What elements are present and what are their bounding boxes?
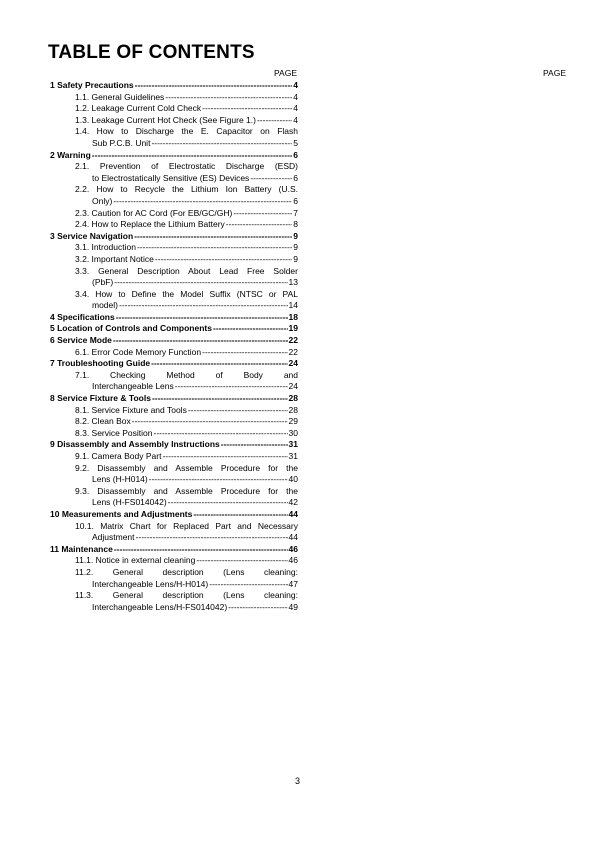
- toc-entry-page: 5: [293, 137, 298, 148]
- toc-section[interactable]: [50, 486, 298, 509]
- toc-entry-title-line: 7.1. Checking Method of Body and: [75, 369, 298, 380]
- dot-leader: [136, 532, 288, 544]
- dot-leader: [257, 115, 292, 127]
- toc-entry-page: 9: [293, 230, 298, 241]
- toc-entry-title: (PbF): [92, 277, 114, 288]
- page-column-header-left: PAGE: [274, 68, 297, 78]
- toc-entry-page: 13: [288, 277, 298, 288]
- toc-entry-title-line: 11.3. General description (Lens cleaning:: [75, 590, 298, 601]
- toc-entry-title: 1.1. General Guidelines: [75, 91, 165, 102]
- toc-section[interactable]: [50, 103, 298, 115]
- toc-entry-page: 46: [288, 543, 298, 554]
- toc-entry-title: 1.2. Leakage Current Cold Check: [75, 103, 202, 114]
- toc-section[interactable]: [50, 242, 298, 254]
- dot-leader: [213, 323, 288, 335]
- dot-leader: [116, 312, 288, 324]
- toc-entry-page: 44: [288, 508, 298, 519]
- dot-leader: [137, 242, 292, 254]
- dot-leader: [221, 439, 288, 451]
- toc-chapter[interactable]: [50, 231, 298, 243]
- dot-leader: [168, 497, 288, 509]
- toc-section[interactable]: [50, 555, 298, 567]
- toc-entry-page: 28: [288, 404, 298, 415]
- toc-chapter[interactable]: [50, 544, 298, 556]
- toc-entry-page: 24: [288, 381, 298, 392]
- dot-leader: [151, 358, 287, 370]
- toc-entry-page: 22: [288, 335, 298, 346]
- toc-section[interactable]: [50, 289, 298, 312]
- dot-leader: [113, 196, 292, 208]
- toc-chapter[interactable]: [50, 150, 298, 162]
- toc-section[interactable]: [50, 126, 298, 149]
- toc-entry-title-line: 2.2. How to Recycle the Lithium Ion Battery (U.S.: [75, 184, 298, 195]
- toc-entry-page: 49: [288, 601, 298, 612]
- toc-entry-page: 4: [293, 114, 298, 125]
- toc-chapter[interactable]: [50, 312, 298, 324]
- toc-entry-title: Interchangeable Lens: [92, 381, 174, 392]
- toc-entry-title: Only): [92, 195, 113, 206]
- toc-entry-page: 28: [288, 393, 298, 404]
- toc-entry-page: 7: [293, 207, 298, 218]
- toc-entry-page: 44: [288, 532, 298, 543]
- toc-entry-title: 11.1. Notice in external cleaning: [75, 555, 196, 566]
- toc-entry-title: 3 Service Navigation: [50, 230, 134, 241]
- toc-entry-title: 3.1. Introduction: [75, 242, 136, 253]
- toc-entry-title: 6.1. Error Code Memory Function: [75, 346, 202, 357]
- toc-entry-title-line: 10.1. Matrix Chart for Replaced Part and Necessary: [75, 520, 298, 531]
- toc-entry-title: model): [92, 300, 118, 311]
- toc-entry-page: 31: [288, 451, 298, 461]
- toc-entry-title: 1.3. Leakage Current Hot Check (See Figure 1.): [75, 114, 256, 125]
- toc-entry-title: 9.1. Camera Body Part: [75, 451, 162, 461]
- toc-entry-title-line: 9.2. Disassembly and Assemble Procedure for the: [75, 462, 298, 473]
- dot-leader: [202, 347, 287, 359]
- toc-section[interactable]: [50, 266, 298, 289]
- toc-entry-page: 40: [288, 474, 298, 485]
- dot-leader: [149, 474, 288, 486]
- toc-entry-page: 30: [288, 427, 298, 438]
- toc-entry-title: 10 Measurements and Adjustments: [50, 508, 193, 519]
- dot-leader: [153, 428, 287, 440]
- toc-chapter[interactable]: [50, 509, 298, 521]
- toc-entry-title-line: 3.4. How to Define the Model Suffix (NTSC or PAL: [75, 288, 298, 299]
- dot-leader: [162, 451, 287, 463]
- toc-chapter[interactable]: [50, 335, 298, 347]
- toc-entry-title: 2.4. How to Replace the Lithium Battery: [75, 219, 225, 230]
- toc-entry-page: 6: [293, 172, 298, 183]
- toc-section[interactable]: [50, 208, 298, 220]
- toc-entry-title-line: 9.3. Disassembly and Assemble Procedure for the: [75, 485, 298, 496]
- dot-leader: [114, 544, 288, 556]
- toc-section[interactable]: [50, 416, 298, 428]
- toc-section[interactable]: [50, 590, 298, 613]
- toc-entry-page: 29: [288, 416, 298, 427]
- dot-leader: [175, 381, 288, 393]
- toc-entry-page: 8: [293, 219, 298, 230]
- table-of-contents: [50, 80, 298, 613]
- dot-leader: [233, 208, 292, 220]
- toc-entry-title: Lens (H-H014): [92, 474, 148, 485]
- dot-leader: [134, 231, 292, 243]
- page-number: 3: [294, 776, 300, 786]
- toc-section[interactable]: [50, 161, 298, 184]
- toc-entry-page: 6: [293, 195, 298, 206]
- dot-leader: [226, 219, 292, 231]
- toc-entry-title: 8.3. Service Position: [75, 427, 153, 438]
- toc-section[interactable]: [50, 405, 298, 417]
- toc-entry-title: 7 Troubleshooting Guide: [50, 358, 151, 369]
- dot-leader: [92, 150, 292, 162]
- toc-chapter[interactable]: [50, 358, 298, 370]
- toc-section[interactable]: [50, 370, 298, 393]
- toc-entry-page: 6: [293, 149, 298, 160]
- toc-section[interactable]: [50, 184, 298, 207]
- dot-leader: [202, 103, 292, 115]
- toc-entry-title: 2 Warning: [50, 149, 91, 160]
- dot-leader: [188, 405, 288, 417]
- toc-section[interactable]: [50, 451, 298, 463]
- toc-entry-title: Interchangeable Lens/H-FS014042): [92, 601, 228, 612]
- dot-leader: [228, 602, 287, 614]
- toc-entry-page: 4: [293, 80, 298, 90]
- toc-entry-title: Lens (H-FS014042): [92, 497, 167, 508]
- dot-leader: [151, 138, 292, 150]
- toc-entry-title-line: 11.2. General description (Lens cleaning:: [75, 566, 298, 577]
- toc-entry-title: 6 Service Mode: [50, 335, 112, 346]
- toc-entry-page: 14: [288, 300, 298, 311]
- dot-leader: [113, 335, 288, 347]
- toc-entry-title-line: 3.3. General Description About Lead Free Solder: [75, 265, 298, 276]
- dot-leader: [155, 254, 292, 266]
- toc-section[interactable]: [50, 254, 298, 266]
- toc-entry-title: 8.1. Service Fixture and Tools: [75, 404, 187, 415]
- toc-chapter[interactable]: [50, 393, 298, 405]
- toc-entry-title-line: 2.1. Prevention of Electrostatic Discharge (ESD): [75, 161, 298, 172]
- toc-entry-page: 9: [293, 242, 298, 253]
- dot-leader: [209, 579, 287, 591]
- toc-section[interactable]: [50, 92, 298, 104]
- toc-entry-title: 1 Safety Precautions: [50, 80, 134, 90]
- toc-section[interactable]: [50, 428, 298, 440]
- toc-section[interactable]: [50, 567, 298, 590]
- toc-entry-page: 46: [288, 555, 298, 566]
- document-title: TABLE OF CONTENTS: [48, 42, 255, 63]
- toc-entry-page: 19: [288, 323, 298, 334]
- toc-entry-page: 18: [288, 311, 298, 322]
- toc-entry-page: 31: [288, 439, 298, 450]
- toc-entry-title: Interchangeable Lens/H-H014): [92, 578, 209, 589]
- toc-entry-title-line: 1.4. How to Discharge the E. Capacitor on Flash: [75, 126, 298, 137]
- toc-section[interactable]: [50, 521, 298, 544]
- dot-leader: [152, 393, 288, 405]
- toc-section[interactable]: [50, 115, 298, 127]
- toc-entry-title: 9 Disassembly and Assembly Instructions: [50, 439, 220, 450]
- toc-entry-title: Adjustment: [92, 532, 135, 543]
- toc-entry-title: 4 Specifications: [50, 311, 115, 322]
- toc-entry-page: 47: [288, 578, 298, 589]
- toc-section[interactable]: [50, 219, 298, 231]
- dot-leader: [196, 555, 287, 567]
- toc-entry-page: 24: [288, 358, 298, 369]
- page-column-header-right: PAGE: [543, 68, 566, 78]
- dot-leader: [165, 92, 292, 104]
- toc-entry-title: to Electrostatically Sensitive (ES) Devices: [92, 172, 250, 183]
- toc-chapter[interactable]: [50, 80, 298, 92]
- dot-leader: [193, 509, 287, 521]
- toc-entry-title: 8.2. Clean Box: [75, 416, 131, 427]
- toc-entry-page: 4: [293, 91, 298, 102]
- toc-entry-title: 2.3. Caution for AC Cord (For EB/GC/GH): [75, 207, 233, 218]
- dot-leader: [132, 416, 288, 428]
- toc-chapter[interactable]: [50, 439, 298, 451]
- dot-leader: [250, 173, 292, 185]
- toc-entry-title: 5 Location of Controls and Components: [50, 323, 212, 334]
- dot-leader: [135, 80, 293, 92]
- toc-chapter[interactable]: [50, 323, 298, 335]
- toc-entry-page: 4: [293, 103, 298, 114]
- toc-entry-page: 22: [288, 346, 298, 357]
- toc-section[interactable]: [50, 347, 298, 359]
- dot-leader: [114, 277, 287, 289]
- toc-entry-title: Sub P.C.B. Unit: [92, 137, 151, 148]
- toc-entry-title: 11 Maintenance: [50, 543, 113, 554]
- toc-section[interactable]: [50, 463, 298, 486]
- toc-entry-title: 8 Service Fixture & Tools: [50, 393, 151, 404]
- toc-entry-page: 9: [293, 253, 298, 264]
- dot-leader: [119, 300, 288, 312]
- toc-entry-title: 3.2. Important Notice: [75, 253, 154, 264]
- toc-entry-page: 42: [288, 497, 298, 508]
